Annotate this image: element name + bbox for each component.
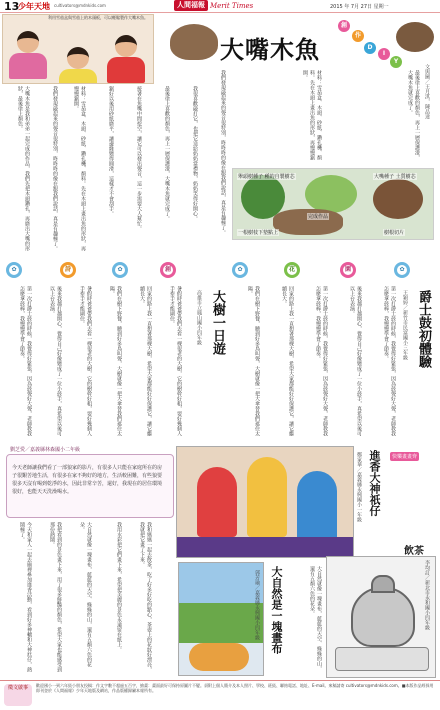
text-column: 最後塗上喜歡的顏色，再上一層保護漆，大嘴木魚就完成了。: [164, 86, 170, 221]
kid-figure: [107, 33, 145, 83]
text-column: 暑假時爸爸帶我們去看一棵很老的大樹，它的樹幹好粗，要好幾個人手牽手才能圍住。: [169, 286, 182, 436]
wooden-fish-image: [396, 22, 434, 52]
text-column: 我和媽媽一起去飲茶，吃了好多好吃的點心，茶壺上的花紋好漂亮，我就把它畫了下來。: [139, 522, 152, 672]
photo-label: 一根樹枝下墊點上: [238, 230, 279, 236]
painting-byline: 鄭家華／嘉義縣永興國小一年級: [356, 452, 362, 522]
section-email: cultivators@mdnkids.com: [54, 3, 106, 8]
photo-caption: 利用雪茄盒與雪茄上的木頭板，可以輕鬆製作大嘴木魚。: [48, 15, 148, 20]
feature-title: 大嘴木魚: [220, 35, 320, 64]
text-column: 後來我越打越開心，覺得自己好像變成了一位小鼓手，真希望以後可以上台表演。: [349, 286, 362, 436]
flower-icon: ✿: [6, 262, 22, 278]
seed-photo-circle: [305, 175, 357, 213]
flower-icon: 詩: [60, 262, 76, 278]
flower-icon: ✿: [112, 262, 128, 278]
text-column: 材料：雪茄盒、木頭、砂紙、鑽孔機、顏料。先在木頭上畫出魚的形狀，再慢慢鋸開。: [302, 70, 322, 160]
flower-icon: 花: [284, 262, 300, 278]
painting-title: 飲茶: [404, 546, 424, 557]
flower-icon: ✿: [232, 262, 248, 278]
section-tag: 快樂畫畫齊: [392, 454, 418, 460]
text-column: 第一次打爵士鼓的時候，我覺得好緊張，因為鼓聲好大聲，老師教我怎麼拿鼓棒，我慢慢學會了節奏。: [383, 286, 396, 436]
painting-title: 進香大神祇仔: [368, 450, 381, 516]
seed-photo-circle: [373, 179, 423, 219]
kid-figure: [9, 29, 47, 79]
painting-byline: 郭芳瑜／嘉義縣永興國小四年級: [254, 570, 260, 640]
photo-label: 樹根切片: [384, 230, 405, 236]
feature-byline: 文與圖／王月淇，陳品達: [424, 64, 430, 119]
newspaper-logo: 人間福報: [174, 0, 208, 11]
newspaper-logo-en: Merit Times: [210, 2, 254, 10]
article-title: 大樹一日遊: [210, 290, 225, 355]
issue-date: 2015 年 7月 27日 星期一: [330, 4, 389, 10]
kids-photo: [2, 14, 154, 84]
article-byline: 王穎婷／新竹市民富國小三年級: [402, 290, 408, 360]
text-column: 材料：雪茄盒、木頭、砂紙、鑽孔機、顏料。先在木頭上畫出魚的形狀，再慢慢鋸開。: [73, 86, 86, 251]
painting-teapot: [326, 556, 436, 678]
text-column: 大自然就像一塊畫布，藍藍的天空、綠綠的山，還有五顏六色的花朵。: [309, 566, 322, 671]
kid-figure: [59, 45, 97, 84]
wooden-fish-image: [170, 24, 218, 60]
title-bubble: Y: [390, 56, 402, 68]
note-author: 劉芝愛／嘉義縣林森國小二年級: [10, 447, 81, 453]
painting-byline: 李均訂／新北市永和國小四年級: [424, 560, 430, 630]
text-column: 鋸好以後用砂紙磨平，讓邊緣變得圓滑，這樣才不會刮手。: [108, 86, 114, 216]
flower-icon: ✿: [394, 262, 410, 278]
text-column: 今天和家人一起去廟裡參加進香活動，看到好多神轎和大神尪仔，熱鬧極了。: [19, 522, 32, 672]
text-column: 回家的路上我一直想著那棵大樹，希望大家都能好好保護它，讓它繼續長大。: [139, 286, 152, 436]
text-column: 我很喜歡敲打它，也把它送給奶奶當禮物，奶奶笑得好開心。: [192, 86, 198, 221]
text-column: 第一次打爵士鼓的時候，我覺得好緊張，因為鼓聲好大聲，老師教我怎麼拿鼓棒，我慢慢學會了節奏。: [315, 286, 328, 436]
text-column: 接著在魚嘴中間挖空，讓它可以發出聲音，這一步需要大人幫忙。: [136, 86, 142, 231]
text-column: 回家的路上我一直想著那棵大樹，希望大家都能好好保護它，讓它繼續長大。: [281, 286, 294, 436]
text-column: 我們發現敲起來的聲音很特別，咚咚咚的像在跟我們說話，真是有趣極了。: [52, 86, 58, 251]
text-column: 我們在樹下野餐，聽到好多鳥叫聲，大樹就像一把大傘替我們遮住太陽。: [247, 286, 260, 436]
flower-icon: 創: [160, 262, 176, 278]
footer-text: 歡迎國小一到六年級小朋友投稿：作文字數不超過五百字，繪畫：畫面最好可保持原圖片不變。須附上個人簡介及本人照片、學校、班級、聯絡電話、地址、E-mail。來稿請寄 cultivators@mdnkids.com。■本版作品經採用即刊登於《人間福報》少年天地版及網站，作品版權歸屬本報所有。: [36, 683, 434, 693]
flower-icon: 園: [340, 262, 356, 278]
photo-label: 大嘴種子 土質樹芯: [374, 174, 416, 180]
title-bubble: I: [378, 48, 390, 60]
call-for-submissions-badge: 徵文啟事: [4, 684, 32, 706]
text-column: 我把看到的景色畫下來，用了很多鮮豔的顏色，希望大家也能感受到那份熱鬧。: [49, 522, 62, 672]
text-column: 大嘴木魚是我和弟弟一起完成的作品，我們先把木頭鑽孔，再磨出大嘴的形狀，最後塗上顏色。: [17, 86, 30, 251]
section-name: 少年天地: [18, 2, 50, 11]
painting-nature: [178, 562, 264, 676]
text-column: 我們在樹下野餐，聽到好多鳥叫聲，大樹就像一把大傘替我們遮住太陽。: [109, 286, 122, 436]
page-number: 13: [4, 0, 20, 13]
text-column: 我用水彩把它們畫下來，希望把美麗的景色永遠留在紙上。: [116, 522, 122, 652]
painting-temple: [176, 446, 354, 558]
text-column: 大自然就像一塊畫布，藍藍的天空、綠綠的山，還有五顏六色的花朵。: [79, 522, 92, 667]
article-title: 爵士鼓初體驗: [416, 290, 431, 368]
title-bubble: D: [364, 42, 376, 54]
text-column: 我們發現敲起來的聲音很特別，咚咚咚的像在跟我們說話，真是有趣極了。: [220, 70, 226, 235]
article-byline: 高雄市立鳳山國小四年級: [196, 290, 202, 345]
text-column: 後來我越打越開心，覺得自己好像變成了一位小鼓手，真希望以後可以上台表演。: [49, 286, 62, 436]
title-bubble: 作: [352, 30, 364, 42]
painting-title: 大自然是一塊畫布: [270, 566, 283, 654]
photo-label: 完成作品: [308, 214, 329, 220]
note-text: 今天老師讓我們看了一部狼家的影片，有很多人只能在家庭所在的房子很艱苦地生活，有很多在家不夠好的地方，生活較困難，有些狼要很多天沒有喝到乾淨的水，因此非常辛苦，還好，我現在的居住環境很好，也能天天洗澡喝水。: [12, 465, 163, 495]
text-column: 第一次打爵士鼓的時候，我覺得好緊張，因為鼓聲好大聲，老師教我怎麼拿鼓棒，我慢慢學會了節奏。: [19, 286, 32, 436]
text-column: 暑假時爸爸帶我們去看一棵很老的大樹，它的樹幹好粗，要好幾個人手牽手才能圍住。: [79, 286, 92, 436]
title-bubble: 創: [338, 20, 350, 32]
text-column: 最後塗上喜歡的顏色，再上一層保護漆，大嘴木魚就完成了。: [407, 70, 420, 160]
materials-photo: [232, 168, 434, 240]
photo-label: 舉頭樹種子 種的自製樹芯: [238, 174, 295, 180]
